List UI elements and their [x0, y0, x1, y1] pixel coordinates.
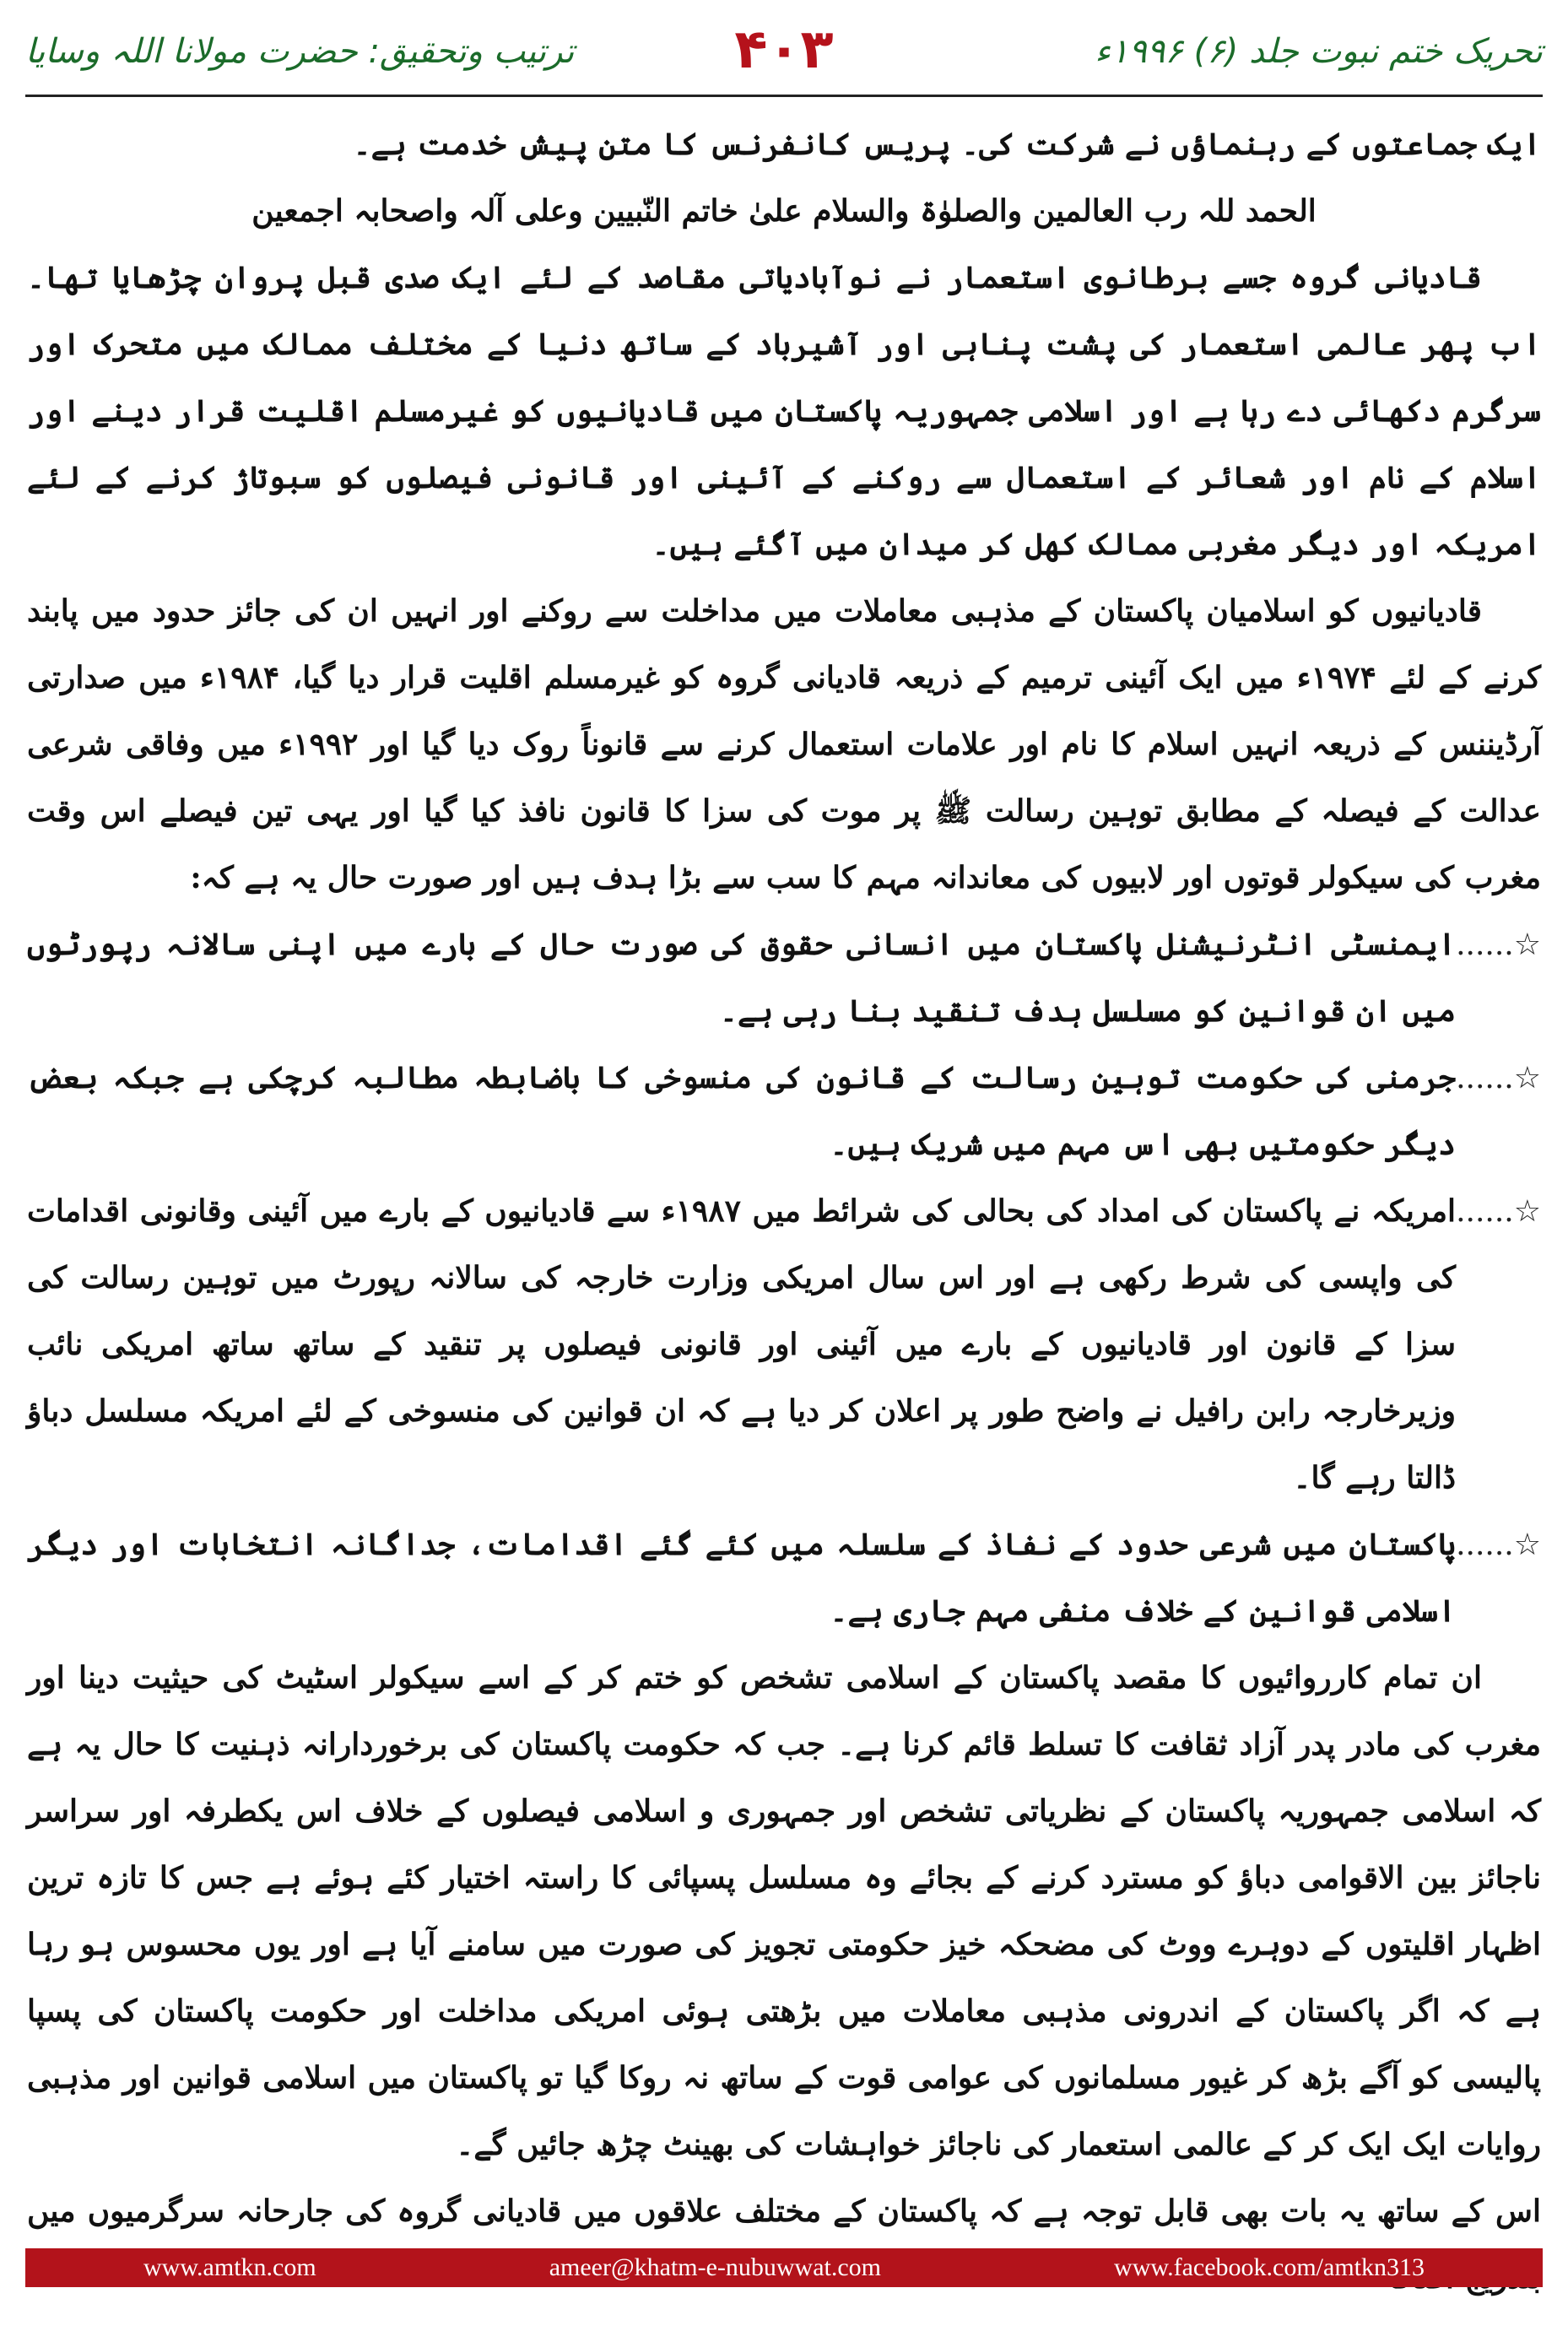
- page-number: ۴۰۳: [734, 19, 834, 81]
- bullet-item: [27, 1178, 1541, 1512]
- paragraph-1: قادیانی گروہ جسے برطانوی استعمار نے نوآبادیاتی مقاصد کے لئے ایک صدی قبل پروان چڑھایا تھا۔ اب پھر عالمی استعمار کی پشت پناہی اور آشیرباد کے ساتھ دنیا کے مختلف ممالک میں متحرک اور سرگرم دکھائی دے رہا ہے اور اسلامی جمہوریہ پاکستان میں قادیانیوں کو غیرمسلم اقلیت قرار دینے اور اسلام کے نام اور شعائر کے استعمال سے روکنے کے آئینی اور قانونی فیصلوں کو سبوتاژ کرنے کے لئے امریکہ اور دیگر مغربی ممالک کھل کر میدان میں آگئے ہیں۔: [27, 260, 1541, 562]
- bullet-text: پاکستان میں شرعی حدود کے نفاذ کے سلسلہ میں کئے گئے اقدامات، جداگانہ انتخابات اور دیگر اسلامی قوانین کے خلاف منفی مہم جاری ہے۔: [27, 1527, 1457, 1629]
- compiler-credit: ترتیب وتحقیق: حضرت مولانا اللہ وسایا: [25, 32, 575, 71]
- bullet-text: امریکہ نے پاکستان کی امداد کی بحالی کی شرائط میں ۱۹۸۷ء سے قادیانیوں کے بارے میں آئینی وقانونی اقدامات کی واپسی کی شرط رکھی ہے اور اس سال امریکی وزارت خارجہ کی سالانہ رپورٹ میں توہین رسالت کی سزا کے قانون اور قادیانیوں کے بارے میں آئینی اور قانونی فیصلوں پر تنقید کے ساتھ ساتھ امریکی نائب وزیرخارجہ رابن رافیل نے واضح طور پر اعلان کر دیا ہے کہ ان قوانین کی منسوخی کے لئے امریکہ مسلسل دباؤ ڈالتا رہے گا۔: [27, 1193, 1457, 1496]
- article-body: [27, 111, 1542, 2229]
- star-bullet-icon: ☆......: [1456, 1194, 1541, 1229]
- star-bullet-icon: ☆......: [1456, 928, 1541, 962]
- header-divider: [25, 95, 1543, 97]
- bullet-text: جرمنی کی حکومت توہین رسالت کے قانون کی منسوخی کا باضابطہ مطالبہ کرچکی ہے جبکہ بعض دیگر حکومتیں بھی اس مہم میں شریک ہیں۔: [27, 1060, 1457, 1162]
- star-bullet-icon: ☆......: [1456, 1061, 1541, 1095]
- paragraph-2: قادیانیوں کو اسلامیان پاکستان کے مذہبی معاملات میں مداخلت سے روکنے اور انہیں ان کی جائز حدود میں پابند کرنے کے لئے ۱۹۷۴ء میں ایک آئینی ترمیم کے ذریعہ قادیانی گروہ کو غیرمسلم اقلیت قرار دیا گیا، ۱۹۸۴ء میں صدارتی آرڈیننس کے ذریعہ انہیں اسلام کا نام اور علامات استعمال کرنے سے قانوناً روک دیا گیا اور ۱۹۹۲ء میں وفاقی شرعی عدالت کے فیصلہ کے مطابق توہین رسالت ﷺ پر موت کی سزا کا قانون نافذ کیا گیا اور یہی تین فیصلے اس وقت مغرب کی سیکولر قوتوں اور لابیوں کی معاندانہ مہم کا سب سے بڑا ہدف ہیں اور صورت حال یہ ہے کہ:: [27, 593, 1542, 895]
- hamd-line: الحمد للہ رب العالمین والصلوٰۃ والسلام علیٰ خاتم النّبیین وعلی آلہ واصحابہ اجمعین: [251, 193, 1317, 229]
- star-bullet-icon: ☆......: [1456, 1528, 1541, 1562]
- footer-email-link[interactable]: ameer@khatm-e-nubuwwat.com: [549, 2253, 882, 2281]
- intro-line: ایک جماعتوں کے رہنماؤں نے شرکت کی۔ پریس کانفرنس کا متن پیش خدمت ہے۔: [353, 127, 1541, 162]
- footer-website-link[interactable]: www.amtkn.com: [143, 2253, 316, 2281]
- bullet-item: [27, 911, 1541, 1045]
- footer-facebook-link[interactable]: www.facebook.com/amtkn313: [1114, 2253, 1425, 2281]
- bullet-item: [27, 1512, 1541, 1645]
- bullet-text: ایمنسٹی انٹرنیشنل پاکستان میں انسانی حقوق کی صورت حال کے بارے میں اپنی سالانہ رپورٹوں میں ان قوانین کو مسلسل ہدف تنقید بنا رہی ہے۔: [27, 927, 1457, 1029]
- paragraph-3: ان تمام کارروائیوں کا مقصد پاکستان کے اسلامی تشخص کو ختم کر کے اسے سیکولر اسٹیٹ کی حیثیت دینا اور مغرب کی مادر پدر آزاد ثقافت کا تسلط قائم کرنا ہے۔ جب کہ حکومت پاکستان کی برخوردارانہ ذہنیت کا حال یہ ہے کہ اسلامی جمہوریہ پاکستان کے نظریاتی تشخص اور جمہوری و اسلامی فیصلوں کے خلاف اس یکطرفہ اور سراسر ناجائز بین الاقوامی دباؤ کو مسترد کرنے کے بجائے وہ مسلسل پسپائی کا راستہ اختیار کئے ہوئے ہے جس کا تازہ ترین اظہار اقلیتوں کے دوہرے ووٹ کی مضحکہ خیز حکومتی تجویز کی صورت میں سامنے آیا ہے اور یوں محسوس ہو رہا ہے کہ اگر پاکستان کے اندرونی مذہبی معاملات میں بڑھتی ہوئی امریکی مداخلت اور حکومت پاکستان کی پسپا پالیسی کو آگے بڑھ کر غیور مسلمانوں کی عوامی قوت کے ساتھ نہ روکا گیا تو پاکستان میں اسلامی قوانین اور مذہبی روایات ایک ایک کر کے عالمی استعمار کی ناجائز خواہشات کی بھینٹ چڑھ جائیں گے۔: [27, 1660, 1541, 2162]
- series-title: تحریک ختم نبوت جلد (۶) ۱۹۹۶ء: [1095, 32, 1543, 71]
- page-header: [25, 19, 1543, 91]
- bullet-item: [27, 1045, 1541, 1178]
- footer-bar: [25, 2248, 1543, 2287]
- paragraph-4: اس کے ساتھ یہ بات بھی قابل توجہ ہے کہ پاکستان کے مختلف علاقوں میں قادیانی گروہ کی جارحانہ سرگرمیوں میں: [27, 2193, 1541, 2229]
